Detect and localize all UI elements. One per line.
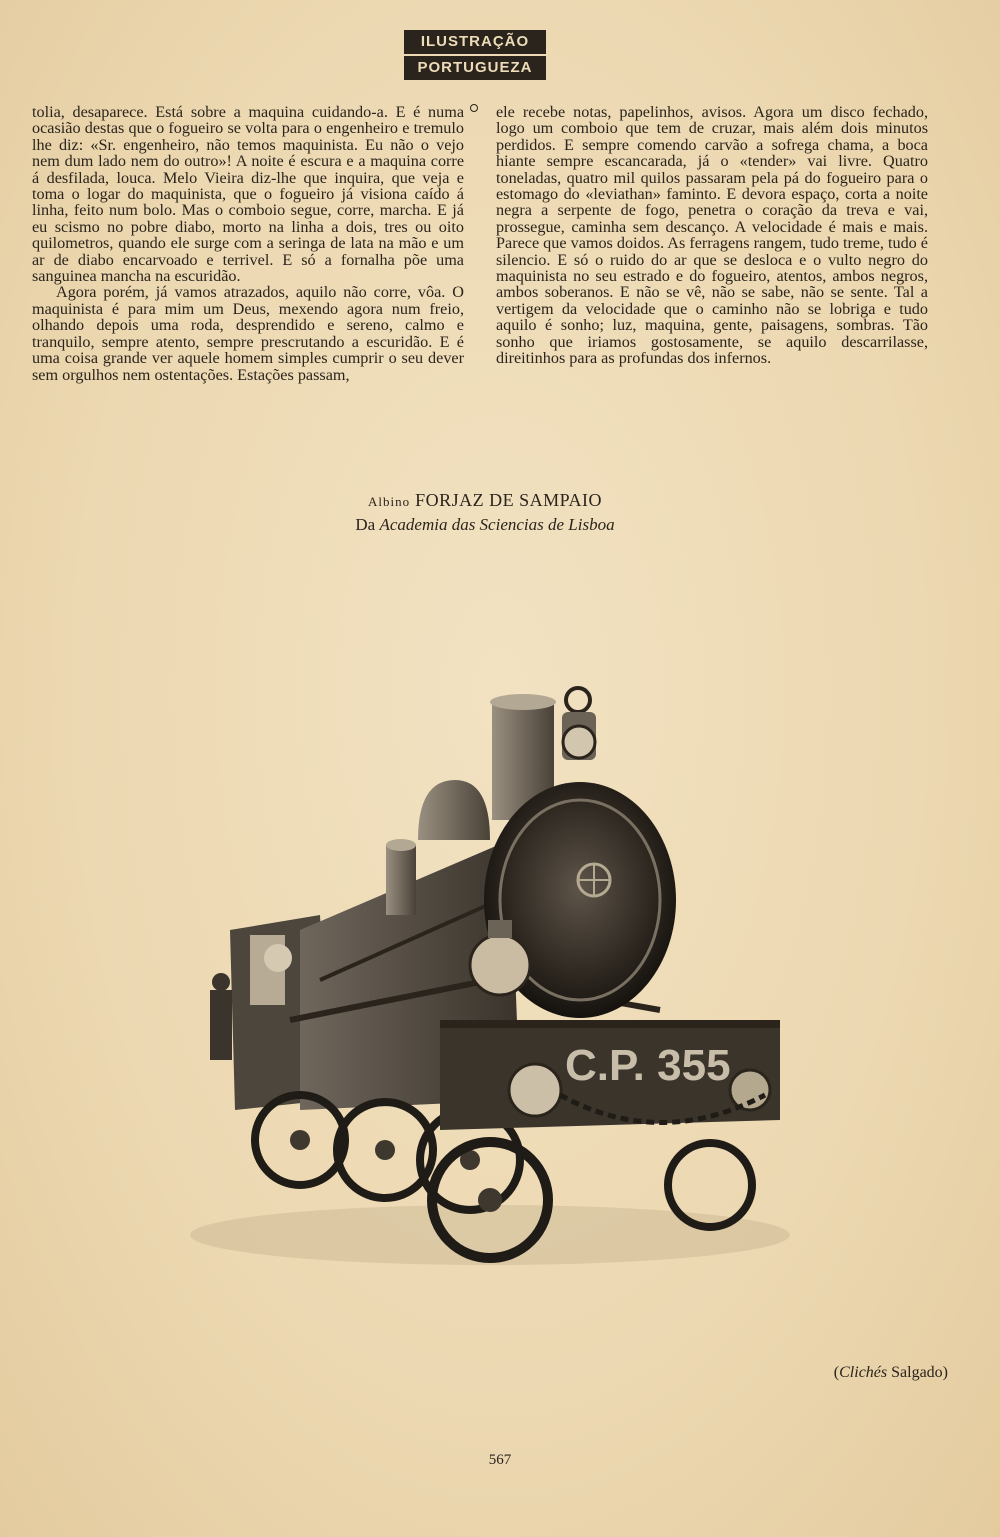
author-signature bbox=[0, 490, 970, 535]
article-column-right bbox=[496, 104, 928, 367]
right-paragraph-1: ele recebe notas, papelinhos, avisos. Agora um disco fechado, logo um comboio que tem de cruzar, mais além dois minutos perdidos. E sempre comendo carvão a sofrega chama, a boca hiante sempre escancarada, já o «tender» vai livre. Quatro toneladas, quatro mil quilos passaram pela pá do fogueiro para o estomago do «leviathan» faminto. E devora espaço, corta a noite negra a serpente de fogo, penetra o coração da treva e vai, prossegue, caminha sem descanço. A velocidade é mais e mais. Parece que vamos doidos. As ferragens rangem, tudo treme, tudo é silencio. E só o ruido do ar que se desloca e o vulto negro do maquinista no seu estrado e do fogueiro, atentos, ambos negros, ambos soberanos. E não se vê, não se sabe, não se sente. Tal a vertigem da velocidade que o caminho não se lobriga e tudo aquilo é sonho; luz, maquina, gente, paisagens, sombras. Tão sonho que iriamos gostosamente, se aquilo descarrilasse, direitinhos para as profundas dos infernos. bbox=[496, 103, 928, 368]
photo-credit bbox=[834, 1364, 948, 1382]
credit-photographer: Salgado) bbox=[891, 1364, 948, 1381]
masthead-line-2: PORTUGUEZA bbox=[404, 56, 546, 80]
credit-open-paren: ( bbox=[833, 1364, 840, 1381]
left-paragraph-2: Agora porém, já vamos atrazados, aquilo não corre, vôa. O maquinista é para mim um Deus, mexendo agora num freio, olhando depois uma roda, desprendido e sereno, calmo e tranquilo, sempre atento, sempre prescrutando a escuridão. E é uma coisa grande ver aquele homem simples cumprir o seu dever sem orgulhos nem ostentações. Estações passam, bbox=[32, 283, 464, 384]
left-paragraph-1: tolia, desaparece. Está sobre a maquina cuidando-a. E é numa ocasião destas que o fogueiro se volta para o engenheiro e tremulo lhe diz: «Sr. engenheiro, não temos maquinista. Eu não o vejo nem dum lado nem do outro»! A noite é escura e a maquina corre á desfilada, louca. Melo Vieira diz-lhe que inquira, que veja e toma o logar do maquinista, que o fogueiro já visiona caído á linha, feito num bolo. Mas o comboio segue, corre, marcha. E já eu scismo no pobre diabo, morto na linha a dois, tres ou oito quilometros, quando ele surge com a seringa de lata na mão e um ar de diabo encarvoado e terrivel. E só a fornalha põe uma sanguinea mancha na escuridão. bbox=[32, 103, 464, 286]
locomotive-plate-number: C.P. 355 bbox=[565, 1041, 731, 1090]
page-number: 567 bbox=[488, 1452, 512, 1468]
locomotive-photo bbox=[190, 680, 790, 1280]
author-name bbox=[0, 490, 970, 511]
author-affiliation bbox=[0, 515, 970, 535]
masthead-line-1: ILUSTRAÇÃO bbox=[404, 30, 546, 54]
affiliation-prefix: Da bbox=[355, 515, 376, 534]
credit-cliches: Clichés bbox=[839, 1364, 888, 1381]
affiliation-name: Academia das Sciencias de Lisboa bbox=[379, 515, 615, 534]
masthead-ornament-icon bbox=[470, 104, 478, 112]
author-surname: FORJAZ DE SAMPAIO bbox=[415, 490, 602, 510]
author-first-name: Albino bbox=[368, 494, 411, 509]
masthead-logo bbox=[404, 26, 546, 80]
article-column-left bbox=[32, 104, 464, 383]
